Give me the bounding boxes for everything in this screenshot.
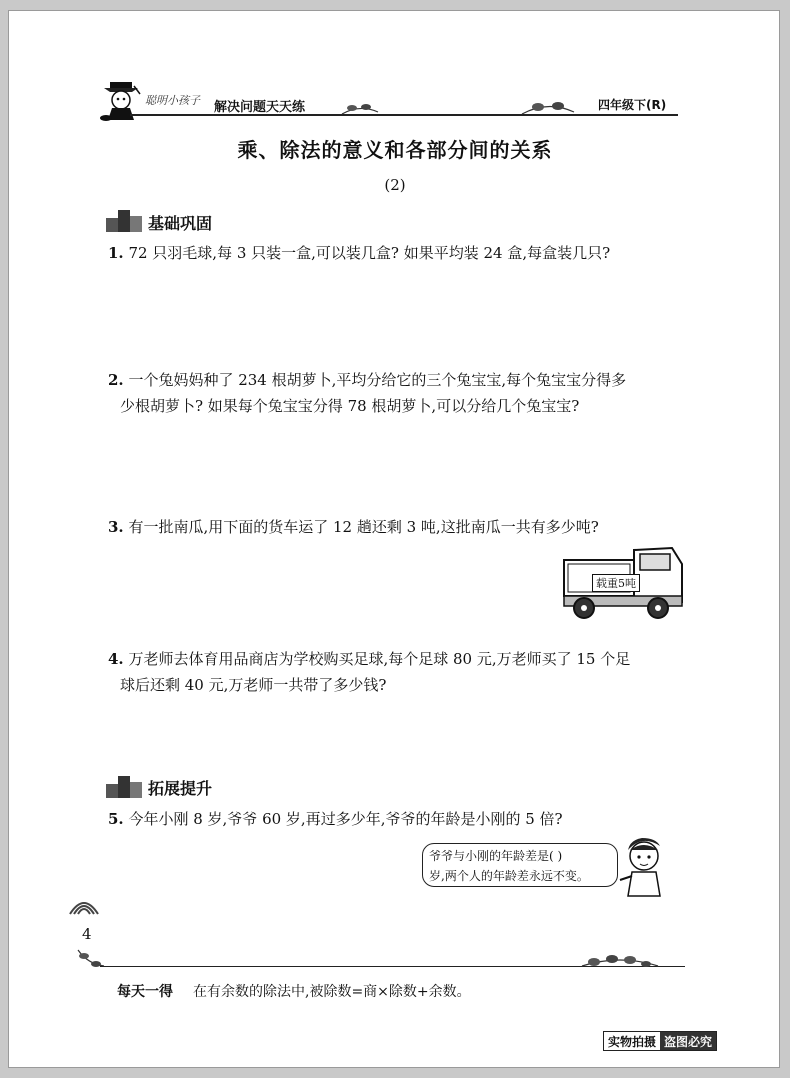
daily-tip-text: 在有余数的除法中,被除数=商×除数+余数。 xyxy=(193,984,471,1000)
grade-label: 四年级下(R) xyxy=(598,98,667,112)
section-basic-heading: 基础巩固 xyxy=(148,214,213,233)
header-divider xyxy=(130,114,678,116)
vine-leaf-icon xyxy=(74,944,108,974)
hint-speech-bubble: 爷爷与小刚的年龄差是( ) 岁,两个人的年龄差永远不变。 xyxy=(422,843,618,887)
boy-character-icon xyxy=(612,832,676,902)
stamp-left-text: 实物拍摄 xyxy=(604,1032,660,1050)
question-5: 5. 今年小刚 8 岁,爷爷 60 岁,再过多少年,爷爷的年龄是小刚的 5 倍? xyxy=(108,810,563,828)
truck-load-label: 载重5吨 xyxy=(592,574,640,592)
stamp-right-text: 盗图必究 xyxy=(660,1032,716,1050)
corner-ornament-icon xyxy=(66,888,102,918)
daily-tip-label: 每天一得 xyxy=(117,984,173,1000)
section-extend-heading: 拓展提升 xyxy=(148,779,213,798)
vine-leaf-icon xyxy=(520,98,576,122)
vine-leaf-icon xyxy=(580,952,660,978)
question-2: 2. 一个兔妈妈种了 234 根胡萝卜,平均分给它的三个兔宝宝,每个兔宝宝分得多 少根胡萝卜? 如果每个兔宝宝分得 78 根胡萝卜,可以分给几个兔宝宝? xyxy=(108,371,627,415)
page-subtitle: (2) xyxy=(384,176,406,194)
question-4: 4. 万老师去体育用品商店为学校购买足球,每个足球 80 元,万老师买了 15 个足 球后还剩 40 元,万老师一共带了多少钱? xyxy=(108,650,631,694)
vine-leaf-icon xyxy=(340,98,380,122)
blocks-icon xyxy=(104,772,144,800)
series-title: 解决问题天天练 xyxy=(214,100,306,115)
watermark-stamp xyxy=(603,1031,717,1051)
blocks-icon xyxy=(104,206,144,234)
question-1: 1. 72 只羽毛球,每 3 只装一盒,可以装几盒? 如果平均装 24 盒,每盒装几只? xyxy=(108,244,611,262)
question-3: 3. 有一批南瓜,用下面的货车运了 12 趟还剩 3 吨,这批南瓜一共有多少吨? xyxy=(108,518,599,536)
brand-logo-text: 聪明小孩子 xyxy=(145,94,200,107)
page-title: 乘、除法的意义和各部分间的关系 xyxy=(237,138,553,162)
page-number: 4 xyxy=(82,925,92,943)
